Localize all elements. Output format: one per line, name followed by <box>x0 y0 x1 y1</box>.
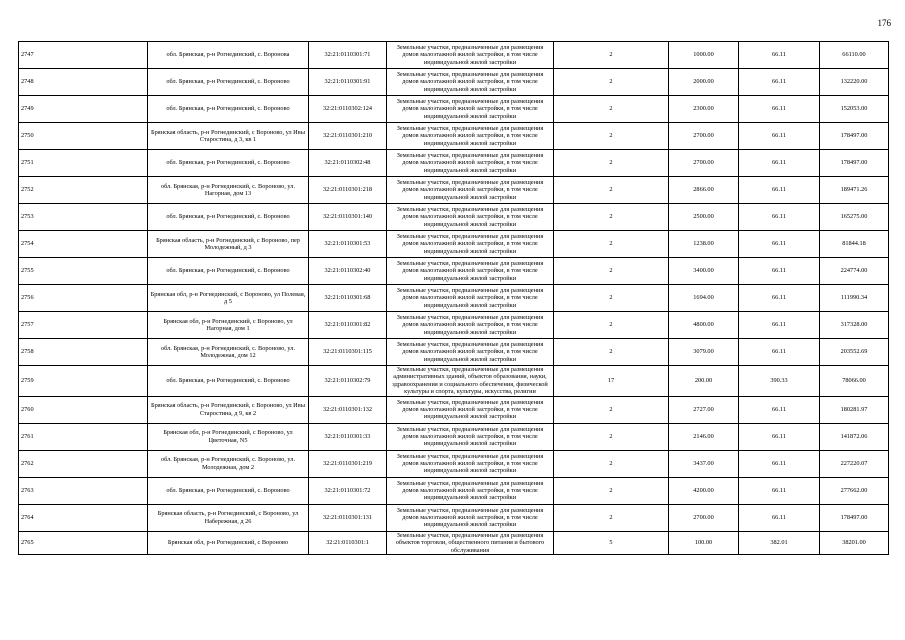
cadastral-number-cell: 32:21:0110301:219 <box>309 450 387 477</box>
specific-value-cell: 66.11 <box>739 423 820 450</box>
use-group-cell: 2 <box>554 204 669 231</box>
address-cell: обл. Брянская, р-н Рогнединский, с. Воронова <box>148 42 309 69</box>
cadastral-value-cell: 66110.00 <box>820 42 889 69</box>
area-cell: 2146.00 <box>669 423 739 450</box>
specific-value-cell: 66.11 <box>739 450 820 477</box>
cadastral-value-cell: 111990.34 <box>820 285 889 312</box>
use-group-cell: 2 <box>554 477 669 504</box>
row-number-cell: 2761 <box>19 423 148 450</box>
use-group-cell: 2 <box>554 42 669 69</box>
land-use-cell: Земельные участки, предназначенные для размещения административных зданий, объектов образования, науки, здравоохранения и социального обеспечения, физической культуры и спорта, культуры, искусства, религии <box>387 366 554 397</box>
area-cell: 4200.00 <box>669 477 739 504</box>
area-cell: 2500.00 <box>669 204 739 231</box>
row-number-cell: 2756 <box>19 285 148 312</box>
row-number-cell: 2755 <box>19 258 148 285</box>
cadastral-value-cell: 317328.00 <box>820 312 889 339</box>
row-number-cell: 2754 <box>19 231 148 258</box>
cadastral-number-cell: 32:21:0110301:1 <box>309 531 387 554</box>
specific-value-cell: 66.11 <box>739 231 820 258</box>
area-cell: 1000.00 <box>669 42 739 69</box>
area-cell: 3437.00 <box>669 450 739 477</box>
table-row <box>19 477 889 504</box>
cadastral-number-cell: 32:21:0110302:79 <box>309 366 387 397</box>
address-cell: обл. Брянская, р-н Рогнединский, с. Вороново, ул. Молодежная, дом 12 <box>148 339 309 366</box>
cadastral-value-cell: 132220.00 <box>820 69 889 96</box>
specific-value-cell: 66.11 <box>739 177 820 204</box>
cadastral-value-cell: 180281.97 <box>820 396 889 423</box>
table-row <box>19 423 889 450</box>
area-cell: 200.00 <box>669 366 739 397</box>
cadastral-value-cell: 203552.69 <box>820 339 889 366</box>
area-cell: 2300.00 <box>669 96 739 123</box>
cadastral-value-cell: 141872.06 <box>820 423 889 450</box>
row-number-cell: 2762 <box>19 450 148 477</box>
specific-value-cell: 382.01 <box>739 531 820 554</box>
use-group-cell: 2 <box>554 423 669 450</box>
use-group-cell: 2 <box>554 285 669 312</box>
area-cell: 1238.00 <box>669 231 739 258</box>
cadastral-value-cell: 227220.07 <box>820 450 889 477</box>
area-cell: 4800.00 <box>669 312 739 339</box>
cadastral-number-cell: 32:21:0110301:140 <box>309 204 387 231</box>
use-group-cell: 2 <box>554 258 669 285</box>
address-cell: Брянская обл, р-н Рогнединский, с Вороново <box>148 531 309 554</box>
cadastral-number-cell: 32:21:0110301:218 <box>309 177 387 204</box>
land-use-cell: Земельные участки, предназначенные для размещения домов малоэтажной жилой застройки, в том числе индивидуальной жилой застройки <box>387 285 554 312</box>
cadastral-value-cell: 178497.00 <box>820 150 889 177</box>
cadastral-number-cell: 32:21:0110301:68 <box>309 285 387 312</box>
table-row <box>19 177 889 204</box>
cadastral-number-cell: 32:21:0110302:40 <box>309 258 387 285</box>
use-group-cell: 2 <box>554 504 669 531</box>
area-cell: 2727.00 <box>669 396 739 423</box>
address-cell: обл. Брянская, р-н Рогнединский, с. Вороново, ул. Молодежная, дом 2 <box>148 450 309 477</box>
area-cell: 2866.00 <box>669 177 739 204</box>
address-cell: обл. Брянская, р-н Рогнединский, с. Вороново <box>148 96 309 123</box>
cadastral-number-cell: 32:21:0110301:210 <box>309 123 387 150</box>
land-use-cell: Земельные участки, предназначенные для размещения домов малоэтажной жилой застройки, в том числе индивидуальной жилой застройки <box>387 450 554 477</box>
cadastral-number-cell: 32:21:0110302:48 <box>309 150 387 177</box>
table-row <box>19 450 889 477</box>
address-cell: Брянская область, р-н Рогнединский, с Вороново, пер Молодежный, д 3 <box>148 231 309 258</box>
cadastral-number-cell: 32:21:0110301:91 <box>309 69 387 96</box>
page-number: 176 <box>877 18 891 28</box>
land-use-cell: Земельные участки, предназначенные для размещения домов малоэтажной жилой застройки, в том числе индивидуальной жилой застройки <box>387 204 554 231</box>
specific-value-cell: 66.11 <box>739 504 820 531</box>
use-group-cell: 5 <box>554 531 669 554</box>
cadastral-value-cell: 277662.00 <box>820 477 889 504</box>
specific-value-cell: 66.11 <box>739 312 820 339</box>
cadastral-value-cell: 224774.00 <box>820 258 889 285</box>
land-use-cell: Земельные участки, предназначенные для размещения домов малоэтажной жилой застройки, в том числе индивидуальной жилой застройки <box>387 504 554 531</box>
land-use-cell: Земельные участки, предназначенные для размещения домов малоэтажной жилой застройки, в том числе индивидуальной жилой застройки <box>387 42 554 69</box>
table-row <box>19 258 889 285</box>
specific-value-cell: 66.11 <box>739 150 820 177</box>
cadastral-number-cell: 32:21:0110301:71 <box>309 42 387 69</box>
row-number-cell: 2760 <box>19 396 148 423</box>
land-use-cell: Земельные участки, предназначенные для размещения домов малоэтажной жилой застройки, в том числе индивидуальной жилой застройки <box>387 339 554 366</box>
specific-value-cell: 66.11 <box>739 69 820 96</box>
row-number-cell: 2747 <box>19 42 148 69</box>
cadastral-number-cell: 32:21:0110301:131 <box>309 504 387 531</box>
cadastral-number-cell: 32:21:0110301:53 <box>309 231 387 258</box>
land-use-cell: Земельные участки, предназначенные для размещения домов малоэтажной жилой застройки, в том числе индивидуальной жилой застройки <box>387 477 554 504</box>
land-use-cell: Земельные участки, предназначенные для размещения домов малоэтажной жилой застройки, в том числе индивидуальной жилой застройки <box>387 423 554 450</box>
address-cell: Брянская обл, р-н Рогнединский, с Вороново, ул Полевая, д 5 <box>148 285 309 312</box>
use-group-cell: 2 <box>554 450 669 477</box>
address-cell: обл. Брянская, р-н Рогнединский, с. Вороново <box>148 258 309 285</box>
table-row <box>19 396 889 423</box>
table-row <box>19 42 889 69</box>
specific-value-cell: 66.11 <box>739 123 820 150</box>
table-row <box>19 531 889 554</box>
address-cell: обл. Брянская, р-н Рогнединский, с. Вороново <box>148 204 309 231</box>
land-use-cell: Земельные участки, предназначенные для размещения домов малоэтажной жилой застройки, в том числе индивидуальной жилой застройки <box>387 231 554 258</box>
specific-value-cell: 66.11 <box>739 285 820 312</box>
cadastral-value-cell: 38201.00 <box>820 531 889 554</box>
land-use-cell: Земельные участки, предназначенные для размещения домов малоэтажной жилой застройки, в том числе индивидуальной жилой застройки <box>387 96 554 123</box>
address-cell: обл. Брянская, р-н Рогнединский, с. Вороново <box>148 150 309 177</box>
cadastral-value-cell: 178497.00 <box>820 504 889 531</box>
use-group-cell: 2 <box>554 123 669 150</box>
row-number-cell: 2748 <box>19 69 148 96</box>
specific-value-cell: 66.11 <box>739 42 820 69</box>
row-number-cell: 2753 <box>19 204 148 231</box>
table-row <box>19 150 889 177</box>
cadastral-number-cell: 32:21:0110302:124 <box>309 96 387 123</box>
specific-value-cell: 390.33 <box>739 366 820 397</box>
specific-value-cell: 66.11 <box>739 204 820 231</box>
row-number-cell: 2757 <box>19 312 148 339</box>
cadastral-number-cell: 32:21:0110301:33 <box>309 423 387 450</box>
table-row <box>19 285 889 312</box>
table-row <box>19 504 889 531</box>
specific-value-cell: 66.11 <box>739 396 820 423</box>
table-row <box>19 231 889 258</box>
cadastral-value-cell: 178497.00 <box>820 123 889 150</box>
cadastral-value-cell: 81844.18 <box>820 231 889 258</box>
specific-value-cell: 66.11 <box>739 258 820 285</box>
use-group-cell: 2 <box>554 177 669 204</box>
area-cell: 2700.00 <box>669 123 739 150</box>
area-cell: 3079.00 <box>669 339 739 366</box>
cadastral-number-cell: 32:21:0110301:72 <box>309 477 387 504</box>
table-row <box>19 339 889 366</box>
specific-value-cell: 66.11 <box>739 477 820 504</box>
address-cell: обл. Брянская, р-н Рогнединский, с. Вороново <box>148 477 309 504</box>
row-number-cell: 2750 <box>19 123 148 150</box>
land-use-cell: Земельные участки, предназначенные для размещения домов малоэтажной жилой застройки, в том числе индивидуальной жилой застройки <box>387 69 554 96</box>
cadastral-value-cell: 165275.00 <box>820 204 889 231</box>
table-row <box>19 366 889 397</box>
table-row <box>19 204 889 231</box>
cadastral-value-cell: 152053.00 <box>820 96 889 123</box>
address-cell: обл. Брянская, р-н Рогнединский, с. Вороново, ул. Нагорная, дом 13 <box>148 177 309 204</box>
land-use-cell: Земельные участки, предназначенные для размещения домов малоэтажной жилой застройки, в том числе индивидуальной жилой застройки <box>387 312 554 339</box>
registry-rows <box>19 42 889 555</box>
area-cell: 3400.00 <box>669 258 739 285</box>
land-use-cell: Земельные участки, предназначенные для размещения домов малоэтажной жилой застройки, в том числе индивидуальной жилой застройки <box>387 177 554 204</box>
use-group-cell: 2 <box>554 396 669 423</box>
use-group-cell: 2 <box>554 69 669 96</box>
cadastral-value-cell: 78066.00 <box>820 366 889 397</box>
registry-table <box>18 41 889 555</box>
use-group-cell: 17 <box>554 366 669 397</box>
cadastral-number-cell: 32:21:0110301:132 <box>309 396 387 423</box>
use-group-cell: 2 <box>554 312 669 339</box>
use-group-cell: 2 <box>554 150 669 177</box>
row-number-cell: 2751 <box>19 150 148 177</box>
cadastral-value-cell: 189471.26 <box>820 177 889 204</box>
address-cell: Брянская область, р-н Рогнединский, с Вороново, ул Ивы Старостина, д 9, кв 2 <box>148 396 309 423</box>
row-number-cell: 2764 <box>19 504 148 531</box>
area-cell: 2700.00 <box>669 150 739 177</box>
address-cell: обл. Брянская, р-н Рогнединский, с. Вороново <box>148 366 309 397</box>
use-group-cell: 2 <box>554 231 669 258</box>
use-group-cell: 2 <box>554 339 669 366</box>
area-cell: 1694.00 <box>669 285 739 312</box>
area-cell: 100.00 <box>669 531 739 554</box>
row-number-cell: 2758 <box>19 339 148 366</box>
row-number-cell: 2749 <box>19 96 148 123</box>
address-cell: Брянская область, р-н Рогнединский, с Вороново, ул Набережная, д 26 <box>148 504 309 531</box>
cadastral-number-cell: 32:21:0110301:115 <box>309 339 387 366</box>
use-group-cell: 2 <box>554 96 669 123</box>
specific-value-cell: 66.11 <box>739 96 820 123</box>
address-cell: Брянская обл, р-н Рогнединский, с Вороново, ул Нагорная, дом 1 <box>148 312 309 339</box>
land-use-cell: Земельные участки, предназначенные для размещения домов малоэтажной жилой застройки, в том числе индивидуальной жилой застройки <box>387 150 554 177</box>
area-cell: 2000.00 <box>669 69 739 96</box>
row-number-cell: 2763 <box>19 477 148 504</box>
land-use-cell: Земельные участки, предназначенные для размещения домов малоэтажной жилой застройки, в том числе индивидуальной жилой застройки <box>387 123 554 150</box>
row-number-cell: 2765 <box>19 531 148 554</box>
row-number-cell: 2752 <box>19 177 148 204</box>
specific-value-cell: 66.11 <box>739 339 820 366</box>
table-row <box>19 123 889 150</box>
table-row <box>19 96 889 123</box>
address-cell: обл. Брянская, р-н Рогнединский, с. Вороново <box>148 69 309 96</box>
table-row <box>19 312 889 339</box>
table-row <box>19 69 889 96</box>
cadastral-number-cell: 32:21:0110301:82 <box>309 312 387 339</box>
address-cell: Брянская область, р-н Рогнединский, с Вороново, ул Ивы Старостина, д 3, кв 1 <box>148 123 309 150</box>
address-cell: Брянская обл, р-н Рогнединский, с Вороново, ул Цветочная, N5 <box>148 423 309 450</box>
land-use-cell: Земельные участки, предназначенные для размещения домов малоэтажной жилой застройки, в том числе индивидуальной жилой застройки <box>387 396 554 423</box>
land-use-cell: Земельные участки, предназначенные для размещения объектов торговли, общественного питания и бытового обслуживания <box>387 531 554 554</box>
land-use-cell: Земельные участки, предназначенные для размещения домов малоэтажной жилой застройки, в том числе индивидуальной жилой застройки <box>387 258 554 285</box>
row-number-cell: 2759 <box>19 366 148 397</box>
area-cell: 2700.00 <box>669 504 739 531</box>
